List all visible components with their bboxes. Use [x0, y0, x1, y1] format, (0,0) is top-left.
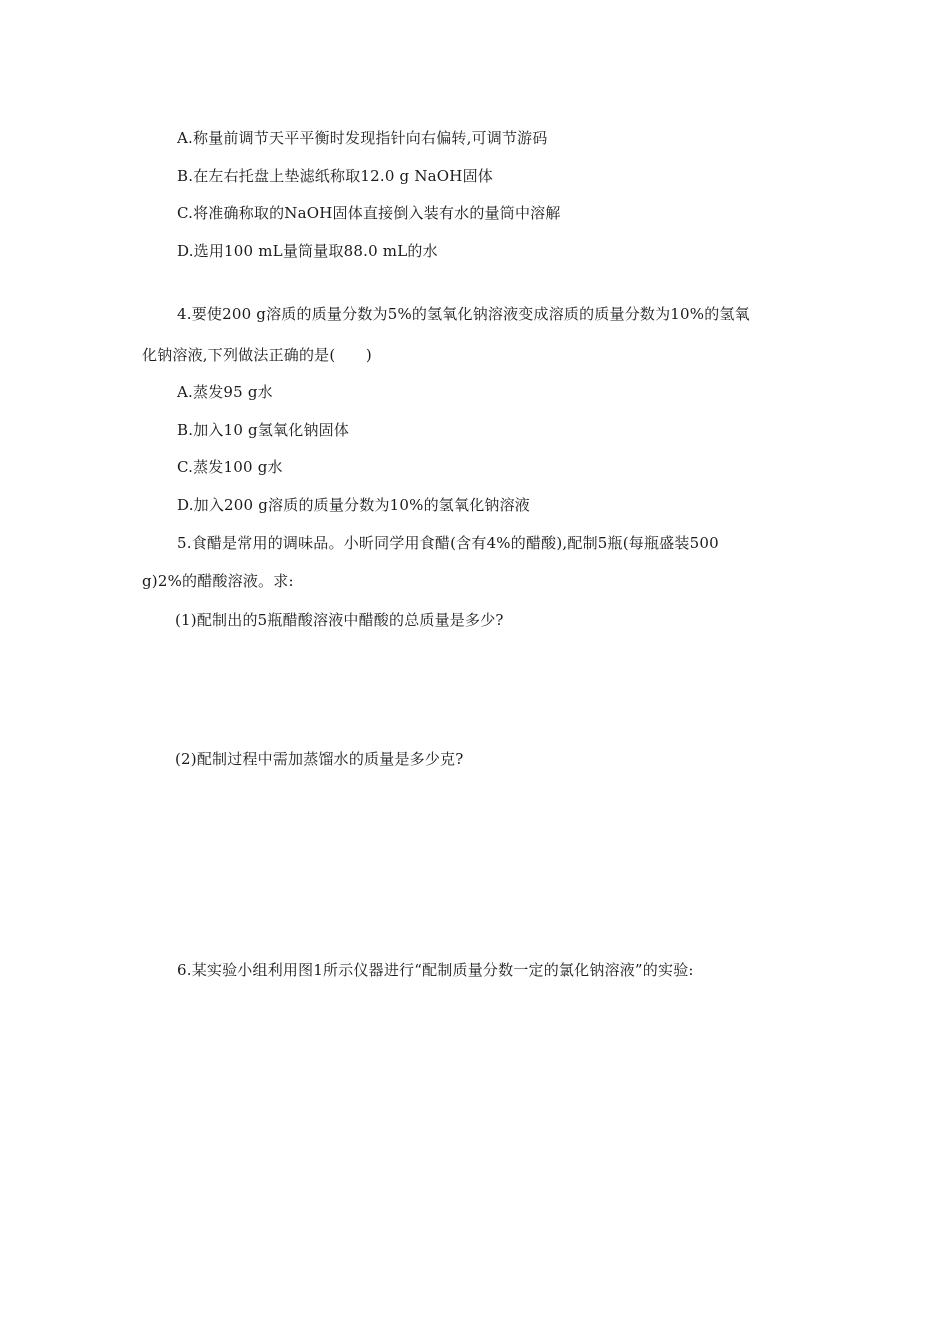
question-5-stem-line-2: g)2%的醋酸溶液。求: [142, 572, 294, 590]
option-b: B.在左右托盘上垫滤纸称取12.0 g NaOH固体 [177, 167, 493, 185]
option-a: A.称量前调节天平平衡时发现指针向右偏转,可调节游码 [177, 129, 548, 147]
option-d: D.选用100 mL量筒量取88.0 mL的水 [177, 242, 438, 260]
question-4-stem-line-1: 4.要使200 g溶质的质量分数为5%的氢氧化钠溶液变成溶质的质量分数为10%的氢氧 [177, 305, 750, 323]
option-b: B.加入10 g氢氧化钠固体 [177, 421, 350, 439]
option-a: A.蒸发95 g水 [177, 383, 273, 401]
question-5-sub-1: (1)配制出的5瓶醋酸溶液中醋酸的总质量是多少? [175, 611, 504, 629]
option-c: C.将准确称取的NaOH固体直接倒入装有水的量筒中溶解 [177, 204, 561, 222]
question-5-sub-2: (2)配制过程中需加蒸馏水的质量是多少克? [175, 750, 464, 768]
option-d: D.加入200 g溶质的质量分数为10%的氢氧化钠溶液 [177, 496, 531, 514]
option-c: C.蒸发100 g水 [177, 458, 283, 476]
question-4-stem-line-2: 化钠溶液,下列做法正确的是( ) [142, 346, 372, 364]
question-5-stem-line-1: 5.食醋是常用的调味品。小昕同学用食醋(含有4%的醋酸),配制5瓶(每瓶盛装500 [177, 534, 719, 552]
question-6-stem: 6.某实验小组利用图1所示仪器进行“配制质量分数一定的氯化钠溶液”的实验: [177, 961, 694, 979]
